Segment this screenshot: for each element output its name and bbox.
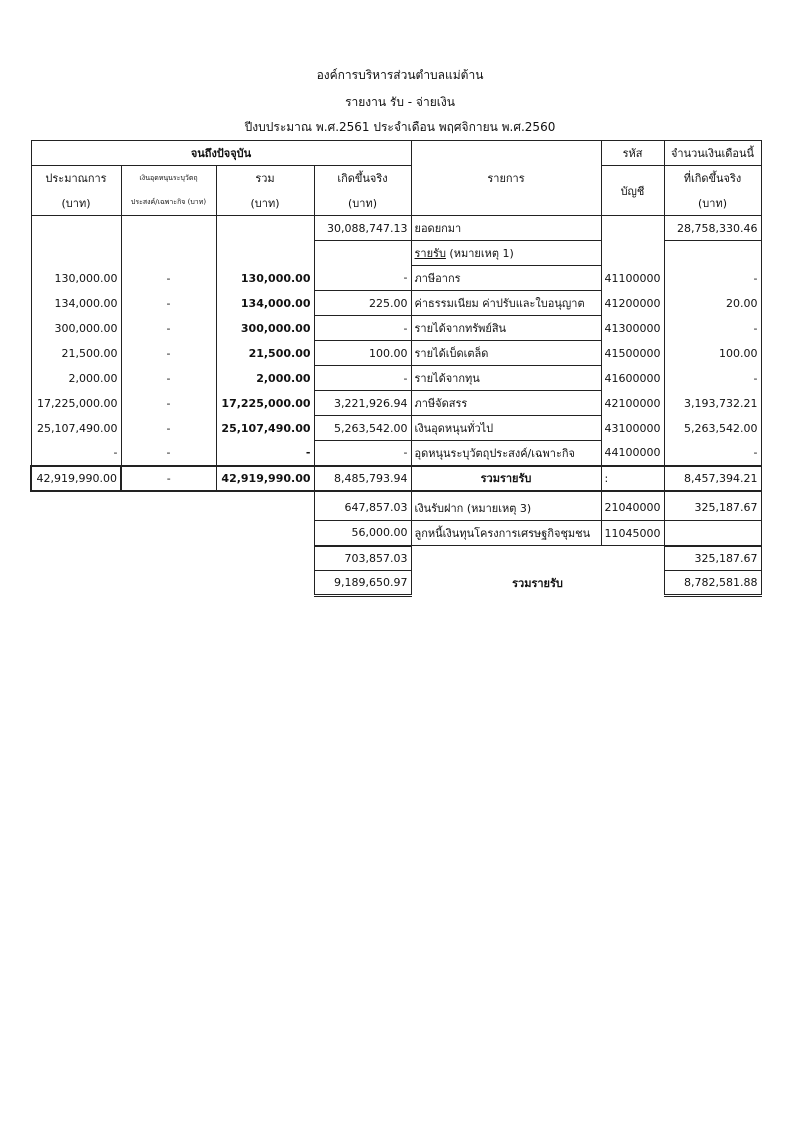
row-code: 41200000 [601, 291, 664, 316]
cell-empty [216, 216, 314, 241]
code-header-1: รหัส [601, 141, 664, 166]
row-code: 44100000 [601, 441, 664, 466]
row-month: - [664, 266, 761, 291]
row-subsidy: - [121, 266, 216, 291]
receipt-payment-table [30, 140, 762, 597]
income-heading-row [31, 241, 761, 266]
subsidy-header-2: ประสงค์/เฉพาะกิจ (บาท) [121, 191, 216, 216]
budget-unit: (บาท) [31, 191, 121, 216]
deposit-item: เงินรับฝาก (หมายเหตุ 3) [411, 496, 601, 521]
row-actual: 5,263,542.00 [314, 416, 411, 441]
cell-empty [31, 521, 314, 546]
row-total: - [216, 441, 314, 466]
brought-forward-actual: 30,088,747.13 [314, 216, 411, 241]
row-subsidy: - [121, 341, 216, 366]
row-total: 300,000.00 [216, 316, 314, 341]
row-actual: 100.00 [314, 341, 411, 366]
row-budget: 134,000.00 [31, 291, 121, 316]
income-total-actual: 8,485,793.94 [314, 466, 411, 491]
row-month: - [664, 366, 761, 391]
community-fund-item: ลูกหนี้เงินทุนโครงการเศรษฐกิจชุมชน [411, 521, 601, 546]
row-total: 17,225,000.00 [216, 391, 314, 416]
deposit-month: 325,187.67 [664, 496, 761, 521]
row-budget: 300,000.00 [31, 316, 121, 341]
cell-empty [216, 241, 314, 266]
row-actual: - [314, 266, 411, 291]
cell-empty [31, 546, 314, 571]
cell-empty [31, 241, 121, 266]
row-total: 2,000.00 [216, 366, 314, 391]
income-heading-note: (หมายเหตุ 1) [449, 247, 514, 260]
row-item: รายได้จากทุน [411, 366, 601, 391]
table-row [31, 341, 761, 366]
row-subsidy: - [121, 416, 216, 441]
table-row [31, 316, 761, 341]
row-month: - [664, 316, 761, 341]
row-budget: 21,500.00 [31, 341, 121, 366]
row-budget: 17,225,000.00 [31, 391, 121, 416]
grand-total-row [31, 571, 761, 596]
brought-forward-month: 28,758,330.46 [664, 216, 761, 241]
header-row-2 [31, 166, 761, 191]
row-budget: 130,000.00 [31, 266, 121, 291]
subtotal-actual: 703,857.03 [314, 546, 411, 571]
income-total-code: : [601, 466, 664, 491]
actual-header: เกิดขึ้นจริง [314, 166, 411, 191]
income-total-subsidy: - [121, 466, 216, 491]
table-row [31, 416, 761, 441]
subtotal-month: 325,187.67 [664, 546, 761, 571]
income-rows [31, 266, 761, 466]
row-item: รายได้จากทรัพย์สิน [411, 316, 601, 341]
income-total-budget: 42,919,990.00 [31, 466, 121, 491]
grand-total-label: รวมรายรับ [512, 577, 563, 590]
row-actual: 225.00 [314, 291, 411, 316]
row-subsidy: - [121, 391, 216, 416]
income-total-row [31, 466, 761, 491]
row-code: 41300000 [601, 316, 664, 341]
total-unit: (บาท) [216, 191, 314, 216]
cell-empty [411, 546, 664, 571]
grand-total-actual: 9,189,650.97 [314, 571, 411, 596]
row-item: ค่าธรรมเนียม ค่าปรับและใบอนุญาต [411, 291, 601, 316]
income-total-total: 42,919,990.00 [216, 466, 314, 491]
month-unit: (บาท) [664, 191, 761, 216]
row-subsidy: - [121, 366, 216, 391]
report-title: รายงาน รับ - จ่ายเงิน [345, 95, 455, 109]
row-month: 20.00 [664, 291, 761, 316]
cell-empty [601, 216, 664, 241]
row-item: อุดหนุนระบุวัตถุประสงค์/เฉพาะกิจ [411, 441, 601, 466]
income-total-label: รวมรายรับ [411, 466, 601, 491]
grand-total-month: 8,782,581.88 [664, 571, 761, 596]
row-actual: - [314, 316, 411, 341]
cell-empty [314, 241, 411, 266]
row-budget: 2,000.00 [31, 366, 121, 391]
code-header-2: บัญชี [601, 166, 664, 216]
budget-header: ประมาณการ [31, 166, 121, 191]
row-budget: - [31, 441, 121, 466]
row-month: 100.00 [664, 341, 761, 366]
deposit-code: 21040000 [601, 496, 664, 521]
community-fund-actual: 56,000.00 [314, 521, 411, 546]
cell-empty [664, 241, 761, 266]
row-total: 130,000.00 [216, 266, 314, 291]
item-header: รายการ [411, 141, 601, 216]
deposit-row [31, 496, 761, 521]
row-code: 42100000 [601, 391, 664, 416]
cell-empty [31, 571, 314, 596]
row-month: 3,193,732.21 [664, 391, 761, 416]
header-row-1 [31, 141, 761, 166]
community-fund-code: 11045000 [601, 521, 664, 546]
brought-forward-label: ยอดยกมา [411, 216, 601, 241]
income-heading-label: รายรับ [414, 247, 446, 260]
row-subsidy: - [121, 291, 216, 316]
brought-forward-row [31, 216, 761, 241]
row-code: 43100000 [601, 416, 664, 441]
row-month: - [664, 441, 761, 466]
table-row [31, 266, 761, 291]
subtotal-row [31, 546, 761, 571]
table-row [31, 291, 761, 316]
table-row [31, 391, 761, 416]
row-total: 134,000.00 [216, 291, 314, 316]
community-fund-month [664, 521, 761, 546]
table-row [31, 366, 761, 391]
period-title: ปีงบประมาณ พ.ศ.2561 ประจำเดือน พฤศจิกายน พ.ศ.2560 [244, 120, 556, 134]
table-row [31, 441, 761, 466]
month-header-1: จำนวนเงินเดือนนี้ [664, 141, 761, 166]
cell-empty [31, 496, 314, 521]
row-item: รายได้เบ็ดเตล็ด [411, 341, 601, 366]
row-total: 21,500.00 [216, 341, 314, 366]
cell-empty [31, 216, 121, 241]
row-month: 5,263,542.00 [664, 416, 761, 441]
cell-empty [121, 241, 216, 266]
month-header-2: ที่เกิดขึ้นจริง [664, 166, 761, 191]
row-code: 41500000 [601, 341, 664, 366]
row-actual: - [314, 441, 411, 466]
row-item: เงินอุดหนุนทั่วไป [411, 416, 601, 441]
row-code: 41100000 [601, 266, 664, 291]
row-actual: - [314, 366, 411, 391]
org-title: องค์การบริหารส่วนตำบลแม่ต้าน [316, 68, 484, 82]
income-total-month: 8,457,394.21 [664, 466, 761, 491]
income-heading [411, 241, 601, 266]
row-code: 41600000 [601, 366, 664, 391]
row-item: ภาษีอากร [411, 266, 601, 291]
row-subsidy: - [121, 441, 216, 466]
to-date-header: จนถึงปัจจุบัน [31, 141, 411, 166]
row-subsidy: - [121, 316, 216, 341]
row-actual: 3,221,926.94 [314, 391, 411, 416]
row-total: 25,107,490.00 [216, 416, 314, 441]
cell-empty [601, 241, 664, 266]
subsidy-header-1: เงินอุดหนุนระบุวัตถุ [121, 166, 216, 191]
cell-empty [121, 216, 216, 241]
total-header: รวม [216, 166, 314, 191]
row-budget: 25,107,490.00 [31, 416, 121, 441]
row-item: ภาษีจัดสรร [411, 391, 601, 416]
actual-unit: (บาท) [314, 191, 411, 216]
deposit-actual: 647,857.03 [314, 496, 411, 521]
community-fund-row [31, 521, 761, 546]
